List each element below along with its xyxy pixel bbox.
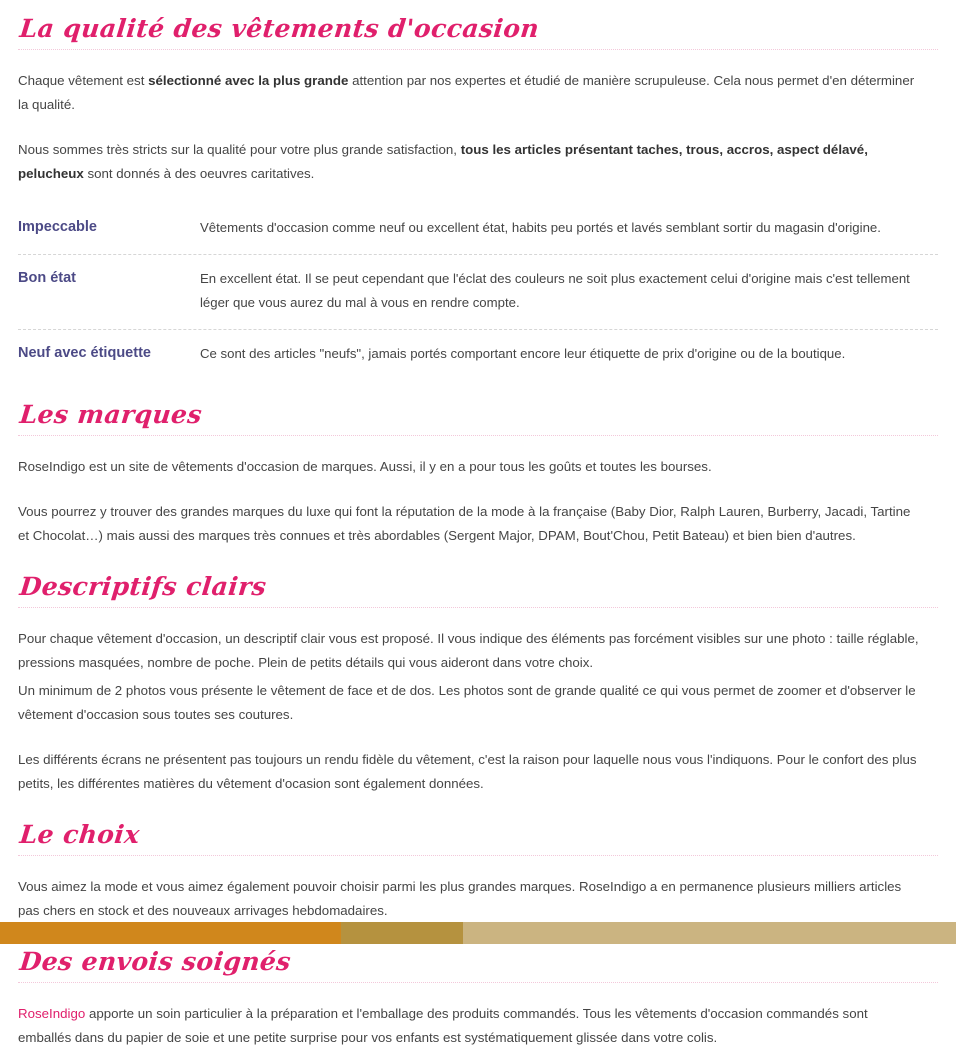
- paragraph-descriptifs-1: Pour chaque vêtement d'occasion, un descriptif clair vous est proposé. Il vous indique des éléments pas forcément visibles sur une photo : taille réglable, pressions masquées, nombre de poche. Plein de petits détails qui vous aideront dans votre choix.: [18, 631, 919, 670]
- emphasis-run: tous les articles présentant taches, trous, accros, aspect délavé, pelucheux: [18, 142, 868, 181]
- quality-level-term: Neuf avec étiquette: [18, 345, 151, 361]
- paragraph-descriptifs-2: Un minimum de 2 photos vous présente le vêtement de face et de dos. Les photos sont de grande qualité ce qui vous permet de zoomer et d'observer le vêtement d'occasion sous toutes ses coutures.: [18, 683, 916, 722]
- footer-strip-segment: [0, 922, 341, 944]
- footer-color-strip: [0, 922, 956, 944]
- heading-rule: [18, 855, 938, 856]
- paragraph-qualite-1: [18, 58, 924, 127]
- paragraph-marques-2: Vous pourrez y trouver des grandes marques du luxe qui font la réputation de la mode à la française (Baby Dior, Ralph Lauren, Burberry, Jacadi, Tartine et Chocolat…) mais aussi des marques très connues et très abordables (Sergent Major, DPAM, Bout'Chou, Petit Bateau) et bien bien d'autres.: [18, 504, 911, 543]
- quality-level-term: Impeccable: [18, 219, 97, 235]
- text-run: Chaque vêtement est: [18, 73, 149, 88]
- heading-rule: [18, 607, 938, 608]
- emphasis-run: sélectionné avec la plus grande: [148, 73, 349, 88]
- section-descriptifs: [18, 558, 938, 806]
- section-title-choix: Le choix: [18, 820, 142, 849]
- section-title-descriptifs: Descriptifs clairs: [18, 572, 268, 601]
- section-envois: [18, 933, 938, 1060]
- section-title-marques: Les marques: [18, 400, 204, 429]
- footer-strip-segment: [341, 922, 463, 944]
- text-run: attention par nos expertes et étudié de manière scrupuleuse. Cela nous permet d'en déterminer la qualité.: [18, 73, 915, 112]
- section-heading-wrap: [18, 386, 938, 444]
- heading-rule: [18, 49, 938, 50]
- section-heading-wrap: [18, 806, 938, 864]
- paragraph-envois-1: [18, 991, 924, 1060]
- quality-level-row: [18, 330, 938, 380]
- section-qualite: [18, 0, 938, 380]
- footer-strip-segment: [463, 922, 956, 944]
- paragraph-marques-1: RoseIndigo est un site de vêtements d'occasion de marques. Aussi, il y en a pour tous les goûts et toutes les bourses.: [18, 459, 712, 474]
- paragraph-qualite-2: [18, 127, 924, 196]
- section-title-envois: Des envois soignés: [18, 947, 293, 976]
- quality-level-description: Vêtements d'occasion comme neuf ou excellent état, habits peu portés et lavés semblant sortir du magasin d'origine.: [200, 220, 881, 235]
- quality-level-row: [18, 255, 938, 330]
- section-heading-wrap: [18, 558, 938, 616]
- quality-level-row: [18, 204, 938, 255]
- section-heading-wrap: [18, 0, 938, 58]
- text-run: Nous sommes très stricts sur la qualité pour votre plus grande satisfaction,: [18, 142, 461, 157]
- heading-rule: [18, 435, 938, 436]
- quality-level-term: Bon état: [18, 270, 76, 286]
- quality-levels-list: [18, 204, 938, 380]
- text-run: sont donnés à des oeuvres caritatives.: [83, 166, 315, 181]
- page-title: La qualité des vêtements d'occasion: [18, 14, 541, 43]
- quality-level-description: Ce sont des articles "neufs", jamais portés comportant encore leur étiquette de prix d'origine ou de la boutique.: [200, 346, 846, 361]
- quality-level-description: En excellent état. Il se peut cependant que l'éclat des couleurs ne soit plus exactement celui d'origine mais c'est tellement léger que vous aurez du mal à vous en rendre compte.: [200, 271, 910, 310]
- text-run: apporte un soin particulier à la préparation et l'emballage des produits commandés. Tous les vêtements d'occasion commandés sont emballés dans du papier de soie et une petite surprise pour vos enfants est systématiquement glissée dans votre colis.: [18, 1006, 868, 1045]
- paragraph-choix-1: Vous aimez la mode et vous aimez également pouvoir choisir parmi les plus grandes marques. RoseIndigo a en permanence plusieurs milliers articles pas chers en stock et des nouveaux arrivages hebdomadaires.: [18, 879, 902, 918]
- heading-rule: [18, 982, 938, 983]
- section-choix: [18, 806, 938, 933]
- section-marques: [18, 386, 938, 558]
- roseindigo-link[interactable]: RoseIndigo: [18, 1006, 86, 1021]
- paragraph-descriptifs-3: Les différents écrans ne présentent pas toujours un rendu fidèle du vêtement, c'est la raison pour laquelle nous vous l'indiquons. Pour le confort des plus petits, les différentes matières du vêtement d'ocasion sont également données.: [18, 752, 917, 791]
